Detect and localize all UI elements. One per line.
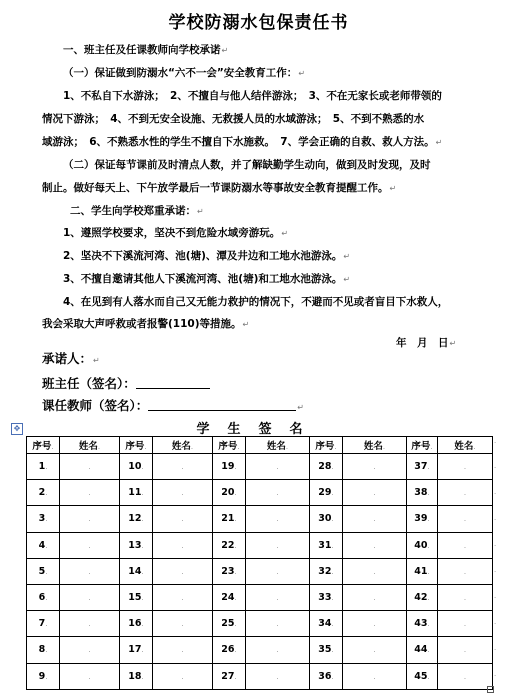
- student-name-cell[interactable]: .: [438, 532, 493, 558]
- student-item-4-line-1: 4、在见到有人落水而自己又无能力救护的情况下，不避而不见或者盲目下水救人，: [63, 296, 449, 308]
- student-name-cell[interactable]: .: [153, 506, 213, 532]
- student-name-cell[interactable]: .: [438, 637, 493, 663]
- homeroom-signature-line[interactable]: [136, 376, 210, 389]
- student-name-cell[interactable]: .: [246, 480, 310, 506]
- row-end-mark: .: [494, 437, 497, 445]
- document-title: 学校防溺水包保责任书: [168, 13, 349, 33]
- student-name-cell[interactable]: .: [246, 454, 310, 480]
- seat-number-cell: 28.: [310, 454, 343, 480]
- seat-number-cell: 4.: [27, 532, 60, 558]
- table-row: [27, 506, 493, 532]
- student-name-cell[interactable]: .: [153, 480, 213, 506]
- seat-number-cell: 2.: [27, 480, 60, 506]
- student-name-cell[interactable]: .: [343, 637, 407, 663]
- table-row: [27, 558, 493, 584]
- seat-number-cell: 45.: [407, 663, 438, 689]
- student-name-cell[interactable]: .: [438, 584, 493, 610]
- student-item-4-line-2: 我会采取大声呼救或者报警(110)等措施。↵: [42, 318, 250, 330]
- sub2-line-2: 制止。做好每天上、下午放学最后一节课防溺水等事故安全教育提醒工作。↵: [42, 182, 397, 194]
- student-name-cell[interactable]: .: [60, 454, 120, 480]
- seat-number-cell: 3.: [27, 506, 60, 532]
- seat-number-cell: 30.: [310, 506, 343, 532]
- table-row: [27, 532, 493, 558]
- seat-number-cell: 32.: [310, 558, 343, 584]
- row-end-mark: .: [494, 566, 497, 574]
- student-name-cell[interactable]: .: [60, 611, 120, 637]
- student-name-cell[interactable]: .: [60, 532, 120, 558]
- subject-teacher-signature: 课任教师（签名）： ↵: [42, 398, 304, 413]
- student-name-cell[interactable]: .: [343, 584, 407, 610]
- seat-number-cell: 24.: [213, 584, 246, 610]
- col-header-no: 序号.: [27, 437, 60, 454]
- seat-number-cell: 12.: [120, 506, 153, 532]
- table-resize-handle[interactable]: [487, 686, 494, 693]
- student-name-cell[interactable]: .: [246, 663, 310, 689]
- col-header-name: 姓名.: [343, 437, 407, 454]
- student-name-cell[interactable]: .: [246, 637, 310, 663]
- seat-number-cell: 27.: [213, 663, 246, 689]
- table-row: [27, 637, 493, 663]
- row-end-mark: .: [494, 592, 497, 600]
- table-row: [27, 584, 493, 610]
- subject-teacher-signature-line[interactable]: [148, 398, 296, 411]
- table-row: [27, 663, 493, 689]
- seat-number-cell: 29.: [310, 480, 343, 506]
- student-name-cell[interactable]: .: [343, 506, 407, 532]
- col-header-name: 姓名.: [246, 437, 310, 454]
- student-item-3: 3、不擅自邀请其他人下溪流河湾、池(塘)和工地水池游泳。↵: [63, 273, 351, 285]
- student-name-cell[interactable]: .: [60, 506, 120, 532]
- seat-number-cell: 14.: [120, 558, 153, 584]
- student-name-cell[interactable]: .: [153, 454, 213, 480]
- table-row: [27, 480, 493, 506]
- seat-number-cell: 7.: [27, 611, 60, 637]
- seat-number-cell: 9.: [27, 663, 60, 689]
- seat-number-cell: 34.: [310, 611, 343, 637]
- student-name-cell[interactable]: .: [343, 532, 407, 558]
- col-header-no: 序号.: [407, 437, 438, 454]
- section2-heading: 二、学生向学校郑重承诺：↵: [70, 205, 204, 217]
- student-name-cell[interactable]: .: [438, 663, 493, 689]
- seat-number-cell: 39.: [407, 506, 438, 532]
- seat-number-cell: 15.: [120, 584, 153, 610]
- student-name-cell[interactable]: .: [343, 480, 407, 506]
- seat-number-cell: 42.: [407, 584, 438, 610]
- seat-number-cell: 25.: [213, 611, 246, 637]
- student-name-cell[interactable]: .: [438, 480, 493, 506]
- sub1-heading: （一）保证做到防溺水“六不一会”安全教育工作：↵: [63, 67, 306, 79]
- student-name-cell[interactable]: .: [60, 663, 120, 689]
- student-name-cell[interactable]: .: [343, 454, 407, 480]
- seat-number-cell: 41.: [407, 558, 438, 584]
- seat-number-cell: 5.: [27, 558, 60, 584]
- table-header-row: [27, 437, 493, 454]
- seat-number-cell: 1.: [27, 454, 60, 480]
- student-name-cell[interactable]: .: [246, 558, 310, 584]
- student-name-cell[interactable]: .: [246, 506, 310, 532]
- date-line: 年 月 日↵: [396, 337, 457, 349]
- seat-number-cell: 6.: [27, 584, 60, 610]
- seat-number-cell: 13.: [120, 532, 153, 558]
- row-end-mark: .: [494, 462, 497, 470]
- student-name-cell[interactable]: .: [246, 611, 310, 637]
- seat-number-cell: 8.: [27, 637, 60, 663]
- seat-number-cell: 33.: [310, 584, 343, 610]
- student-name-cell[interactable]: .: [60, 480, 120, 506]
- sub1-line-2: 情况下游泳； 4、不到无安全设施、无救援人员的水域游泳； 5、不到不熟悉的水: [42, 113, 425, 125]
- seat-number-cell: 21.: [213, 506, 246, 532]
- seat-number-cell: 40.: [407, 532, 438, 558]
- section1-heading: 一、班主任及任课教师向学校承诺↵: [63, 44, 229, 56]
- sub1-line-1: 1、不私自下水游泳； 2、不擅自与他人结伴游泳； 3、不在无家长或老师带领的: [63, 90, 442, 102]
- seat-number-cell: 44.: [407, 637, 438, 663]
- student-name-cell[interactable]: .: [153, 584, 213, 610]
- seat-number-cell: 20.: [213, 480, 246, 506]
- seat-number-cell: 43.: [407, 611, 438, 637]
- seat-number-cell: 35.: [310, 637, 343, 663]
- seat-number-cell: 18.: [120, 663, 153, 689]
- student-name-cell[interactable]: .: [438, 558, 493, 584]
- student-name-cell[interactable]: .: [343, 558, 407, 584]
- student-name-cell[interactable]: .: [153, 558, 213, 584]
- seat-number-cell: 16.: [120, 611, 153, 637]
- sub1-line-3: 域游泳； 6、不熟悉水性的学生不擅自下水施救。 7、学会正确的自救、救人方法。↵: [42, 136, 443, 148]
- seat-number-cell: 37.: [407, 454, 438, 480]
- seat-number-cell: 38.: [407, 480, 438, 506]
- student-name-cell[interactable]: .: [153, 532, 213, 558]
- student-signature-table: [26, 436, 493, 690]
- student-name-cell[interactable]: .: [343, 611, 407, 637]
- table-row: [27, 454, 493, 480]
- seat-number-cell: 19.: [213, 454, 246, 480]
- signature-table-title: 学生签名: [196, 422, 321, 437]
- row-end-mark: .: [494, 488, 497, 496]
- student-name-cell[interactable]: .: [246, 532, 310, 558]
- row-end-mark: .: [494, 540, 497, 548]
- col-header-name: 姓名.: [60, 437, 120, 454]
- student-name-cell[interactable]: .: [60, 637, 120, 663]
- promisor-label: 承诺人：↵: [42, 351, 100, 366]
- table-row: [27, 611, 493, 637]
- student-name-cell[interactable]: .: [343, 663, 407, 689]
- row-end-mark: .: [494, 644, 497, 652]
- student-name-cell[interactable]: .: [438, 611, 493, 637]
- table-move-handle-icon[interactable]: ✥: [11, 423, 23, 435]
- student-name-cell[interactable]: .: [60, 584, 120, 610]
- row-end-mark: .: [494, 514, 497, 522]
- seat-number-cell: 17.: [120, 637, 153, 663]
- student-name-cell[interactable]: .: [60, 558, 120, 584]
- row-end-mark: .: [494, 670, 497, 678]
- seat-number-cell: 11.: [120, 480, 153, 506]
- seat-number-cell: 26.: [213, 637, 246, 663]
- col-header-no: 序号.: [213, 437, 246, 454]
- seat-number-cell: 10.: [120, 454, 153, 480]
- sub2-line-1: （二）保证每节课前及时清点人数，并了解缺勤学生动向，做到及时发现，及时: [63, 159, 431, 171]
- seat-number-cell: 22.: [213, 532, 246, 558]
- student-name-cell[interactable]: .: [153, 637, 213, 663]
- student-name-cell[interactable]: .: [246, 584, 310, 610]
- col-header-no: 序号.: [310, 437, 343, 454]
- student-name-cell[interactable]: .: [153, 663, 213, 689]
- col-header-no: 序号.: [120, 437, 153, 454]
- col-header-name: 姓名.: [153, 437, 213, 454]
- student-item-2: 2、坚决不下溪流河湾、池(塘)、潭及井边和工地水池游泳。↵: [63, 250, 351, 262]
- seat-number-cell: 36.: [310, 663, 343, 689]
- student-item-1: 1、遵照学校要求，坚决不到危险水域旁游玩。↵: [63, 227, 289, 239]
- seat-number-cell: 31.: [310, 532, 343, 558]
- student-name-cell[interactable]: .: [438, 506, 493, 532]
- seat-number-cell: 23.: [213, 558, 246, 584]
- homeroom-teacher-signature: 班主任（签名）：: [42, 376, 210, 391]
- col-header-name: 姓名.: [438, 437, 493, 454]
- student-name-cell[interactable]: .: [438, 454, 493, 480]
- row-end-mark: .: [494, 618, 497, 626]
- student-name-cell[interactable]: .: [153, 611, 213, 637]
